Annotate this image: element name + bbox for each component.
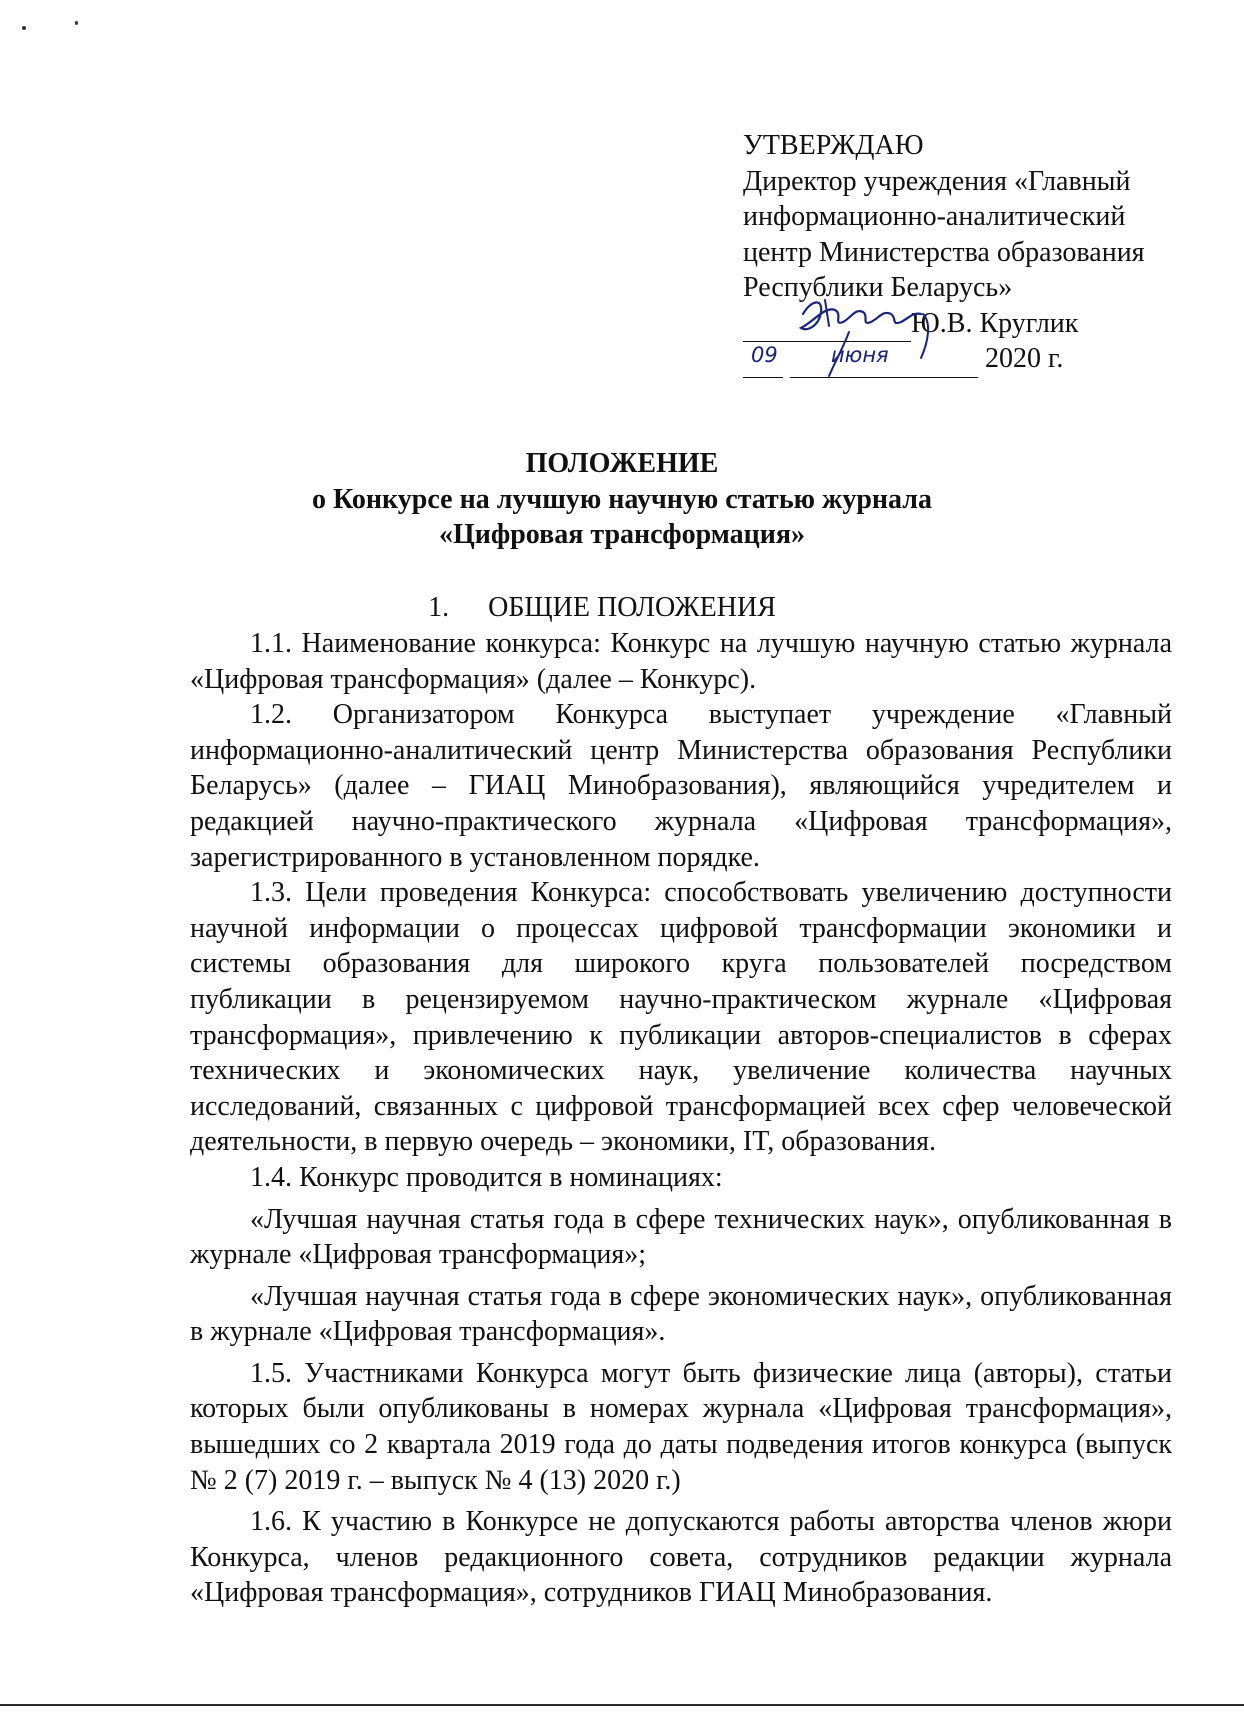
approval-position-line: Директор учреждения «Главный [743,165,1131,197]
title-main: ПОЛОЖЕНИЕ [525,448,719,479]
approval-position-line: информационно-аналитический [743,201,1126,232]
paragraph-1-2: 1.2. Организатором Конкурса выступает учреждение «Главный информационно-аналитический центр Министерства образования Республики Беларусь» (далее – ГИАЦ Минобразования), являющийся учредителем и редакцией научно-практического журнала «Цифровая трансформация», зарегистрированного в установленном порядке. [190,699,1172,873]
section-number: 1. [428,592,450,623]
paragraph-1-3: 1.3. Цели проведения Конкурса: способствовать увеличению доступности научной информации о процессах цифровой трансформации экономики и системы образования для широкого круга пользователей посредством публикации в рецензируемом научно-практическом журнале «Цифровая трансформация», привлечению к публикации авторов-специалистов в сферах технических и экономических наук, увеличение количества научных исследований, связанных с цифровой трансформацией всех сфер человеческой деятельности, в первую очередь – экономики, IT, образования. [190,877,1172,1158]
handwritten-month: июня [831,343,889,367]
signatory-name: Ю.В. Круглик [911,307,1079,339]
approval-block [743,128,1213,377]
paragraph-1-5: 1.5. Участниками Конкурса могут быть физические лица (авторы), статьи которых были опубликованы в номерах журнала «Цифровая трансформация», вышедших со 2 квартала 2019 года до даты подведения итогов конкурса (выпуск № 2 (7) 2019 г. – выпуск № 4 (13) 2020 г.) [190,1357,1172,1496]
document-title [0,446,1244,553]
approval-heading: УТВЕРЖДАЮ [743,130,924,161]
paragraph-1-1: 1.1. Наименование конкурса: Конкурс на лучшую научную статью журнала «Цифровая трансформация» (далее – Конкурс). [190,628,1172,695]
approval-position-line: центр Министерства образования [743,236,1145,268]
paragraph-1-4: 1.4. Конкурс проводится в номинациях: [250,1161,723,1193]
scan-speck [75,21,78,25]
date-line [743,341,1213,377]
section-body [190,626,1172,1611]
approval-position-line: Республики Беларусь» [743,272,1013,303]
nomination-technical: «Лучшая научная статья года в сфере технических наук», опубликованная в журнале «Цифровая трансформация»; [190,1203,1172,1271]
scan-edge-line [0,1704,1244,1706]
paragraph-1-6: 1.6. К участию в Конкурсе не допускаются работы авторства членов жюри Конкурса, членов редакционного совета, сотрудников редакции журнала «Цифровая трансформация», сотрудников ГИАЦ Минобразования. [190,1506,1172,1609]
handwritten-day: 09 [751,343,778,367]
title-journal: «Цифровая трансформация» [438,519,806,550]
section-title: ОБЩИЕ ПОЛОЖЕНИЯ [488,592,776,623]
scan-speck [22,26,26,30]
section-heading [0,590,1244,626]
signature-line [743,306,1213,342]
title-subtitle: о Конкурсе на лучшую научную статью журнала [312,483,932,515]
date-year: 2020 г. [985,343,1064,374]
nomination-economic: «Лучшая научная статья года в сфере экономических наук», опубликованная в журнале «Цифровая трансформация». [190,1280,1172,1348]
